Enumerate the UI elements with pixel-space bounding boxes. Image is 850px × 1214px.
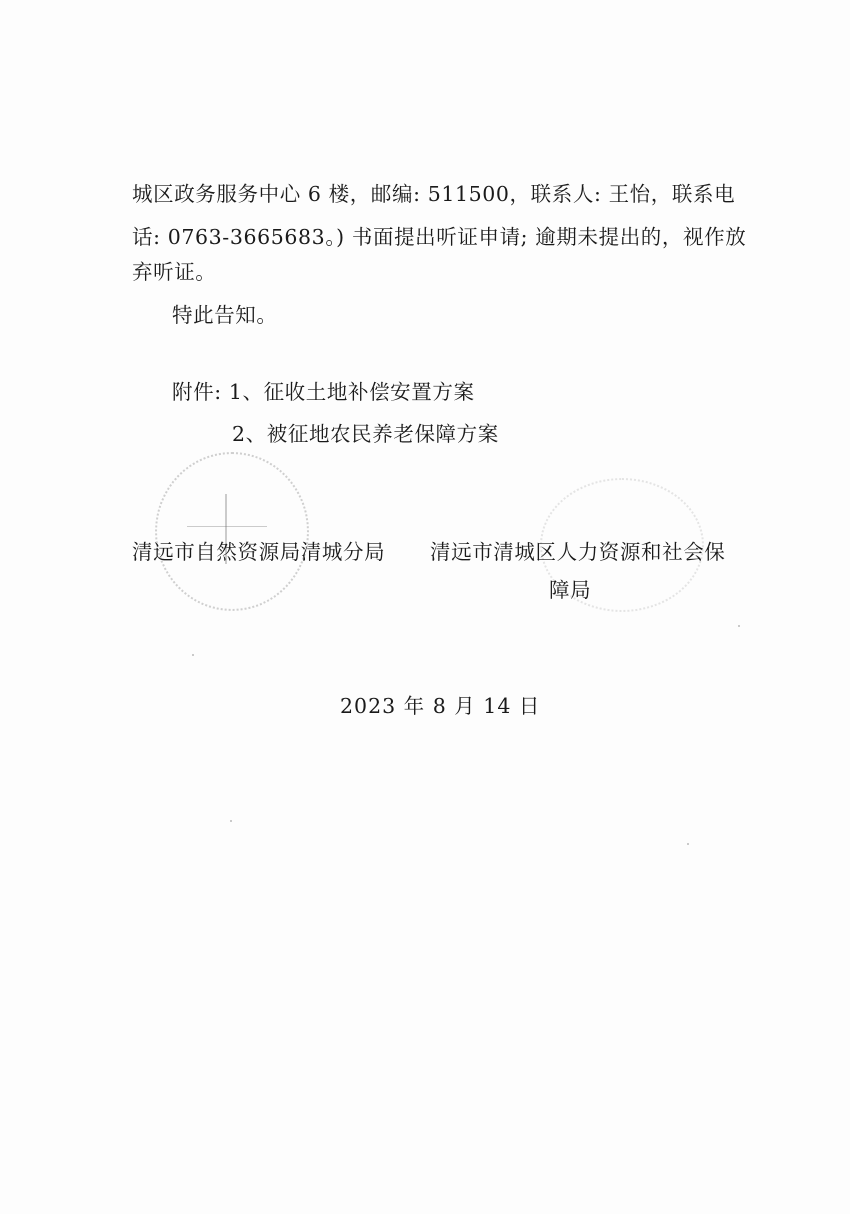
body-text-line: 话: 0763-3665683。) 书面提出听证申请; 逾期未提出的，视作放 [132,225,747,249]
body-text-line: 城区政务服务中心 6 楼，邮编: 511500，联系人: 王怡，联系电 [132,182,736,206]
closing-text: 特此告知。 [172,303,278,327]
issuer-name: 清远市清城区人力资源和社会保 [430,540,726,564]
official-seal-stamp [155,452,309,611]
scan-speck [687,843,689,845]
issuer-name-continued: 障局 [549,578,592,602]
scan-speck [230,820,232,822]
attachment-item: 附件: 1、征收土地补偿安置方案 [172,380,475,404]
scan-speck [192,654,194,656]
body-text-line: 弃听证。 [132,260,217,284]
issuer-name: 清远市自然资源局清城分局 [132,540,386,564]
scan-speck [738,625,740,627]
attachment-item: 2、被征地农民养老保障方案 [232,422,499,446]
document-date: 2023 年 8 月 14 日 [340,694,541,718]
